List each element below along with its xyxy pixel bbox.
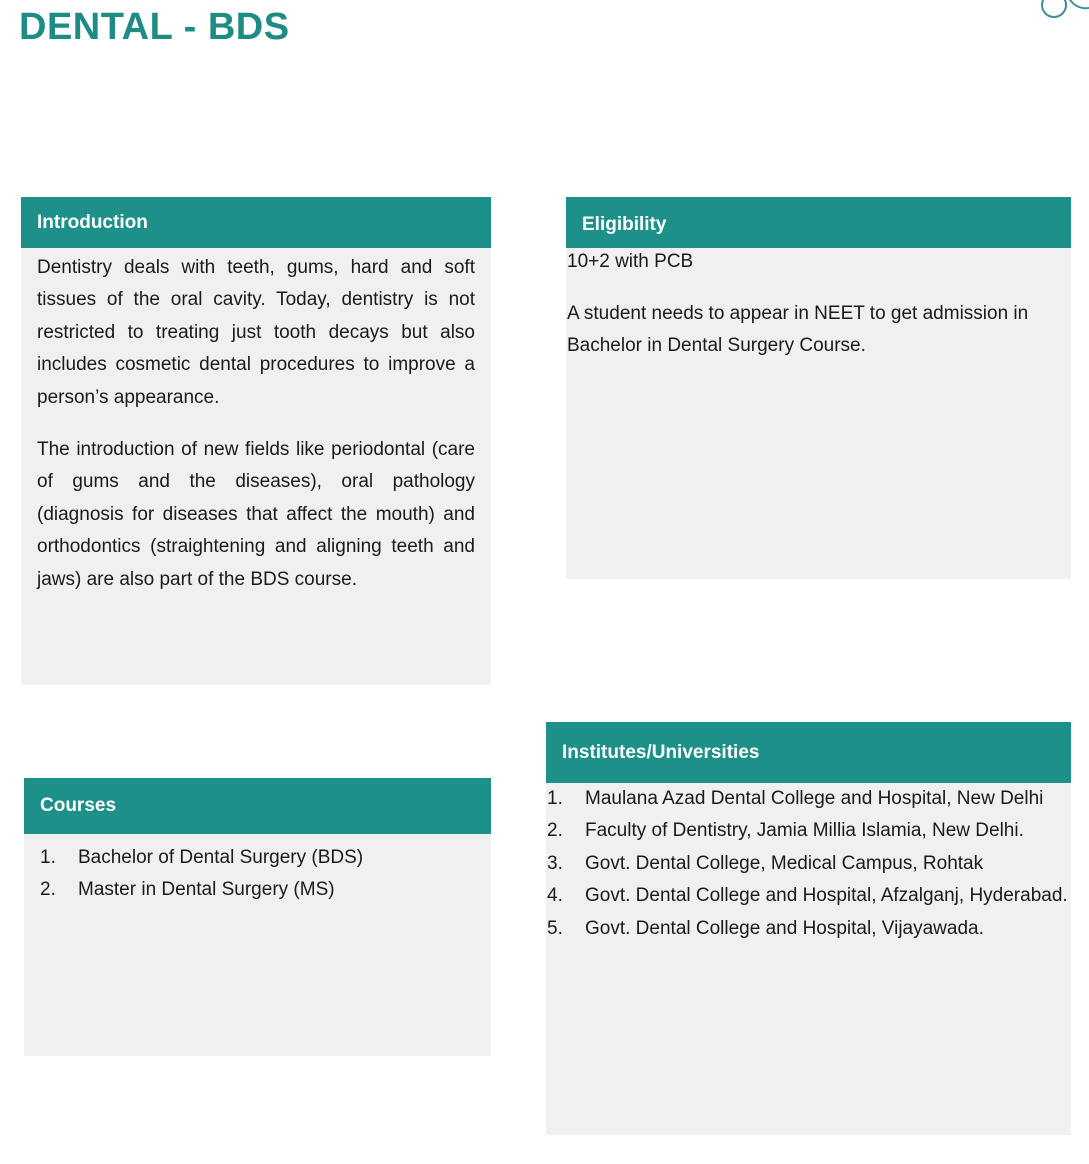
introduction-paragraph-1: Dentistry deals with teeth, gums, hard and soft tissues of the oral cavity. Today, dentistry is not restricted to treating just tooth decays but also includes cosmetic dental procedures to improve a person’s appearance.	[37, 257, 475, 408]
introduction-paragraph-2: The introduction of new fields like periodontal (care of gums and the diseases), oral pathology (diagnosis for diseases that affect the mouth) and orthodontics (straightening and aligning teeth and jaws) are also part of the BDS course.	[37, 439, 475, 590]
list-item	[547, 880, 1070, 912]
list-item-number: 2.	[40, 879, 56, 901]
courses-header: Courses	[24, 778, 491, 834]
institutes-body	[546, 783, 1071, 1135]
list-item-number: 2.	[547, 820, 563, 842]
list-item-number: 1.	[547, 788, 563, 809]
list-item	[547, 783, 1070, 815]
page-title: DENTAL - BDS	[19, 6, 290, 48]
eligibility-panel	[566, 197, 1071, 579]
introduction-header: Introduction	[21, 197, 491, 248]
eligibility-header: Eligibility	[566, 197, 1071, 248]
list-item	[40, 874, 475, 906]
list-item	[40, 842, 475, 874]
list-item-number: 3.	[547, 852, 563, 874]
list-item-text: Maulana Azad Dental College and Hospital, New Delhi	[585, 788, 1044, 809]
list-item-number: 4.	[547, 885, 563, 907]
institutes-list	[547, 783, 1070, 945]
list-item-text: Govt. Dental College and Hospital, Afzalganj, Hyderabad.	[585, 885, 1068, 907]
list-item	[547, 913, 1070, 945]
list-item-number: 1.	[40, 847, 56, 868]
courses-panel	[24, 778, 491, 1056]
institutes-panel	[546, 722, 1071, 1135]
courses-list	[40, 842, 475, 907]
eligibility-body	[566, 248, 1071, 579]
list-item-text: Faculty of Dentistry, Jamia Millia Islamia, New Delhi.	[585, 820, 1024, 842]
decorative-ring-icon	[1041, 0, 1067, 18]
list-item	[547, 848, 1070, 880]
list-item-text: Bachelor of Dental Surgery (BDS)	[78, 847, 364, 868]
decorative-arc-icon	[1065, 0, 1089, 14]
list-item-text: Master in Dental Surgery (MS)	[78, 879, 335, 901]
list-item-number: 5.	[547, 917, 563, 939]
courses-body	[24, 834, 491, 1056]
eligibility-line-2: A student needs to appear in NEET to get admission in Bachelor in Dental Surgery Course.	[567, 303, 1029, 357]
list-item-text: Govt. Dental College and Hospital, Vijayawada.	[585, 917, 984, 939]
eligibility-line-1: 10+2 with PCB	[567, 251, 694, 272]
introduction-panel	[21, 197, 491, 685]
list-item-text: Govt. Dental College, Medical Campus, Rohtak	[585, 852, 984, 874]
introduction-body	[21, 248, 491, 685]
institutes-header: Institutes/Universities	[546, 722, 1071, 783]
list-item	[547, 815, 1070, 847]
